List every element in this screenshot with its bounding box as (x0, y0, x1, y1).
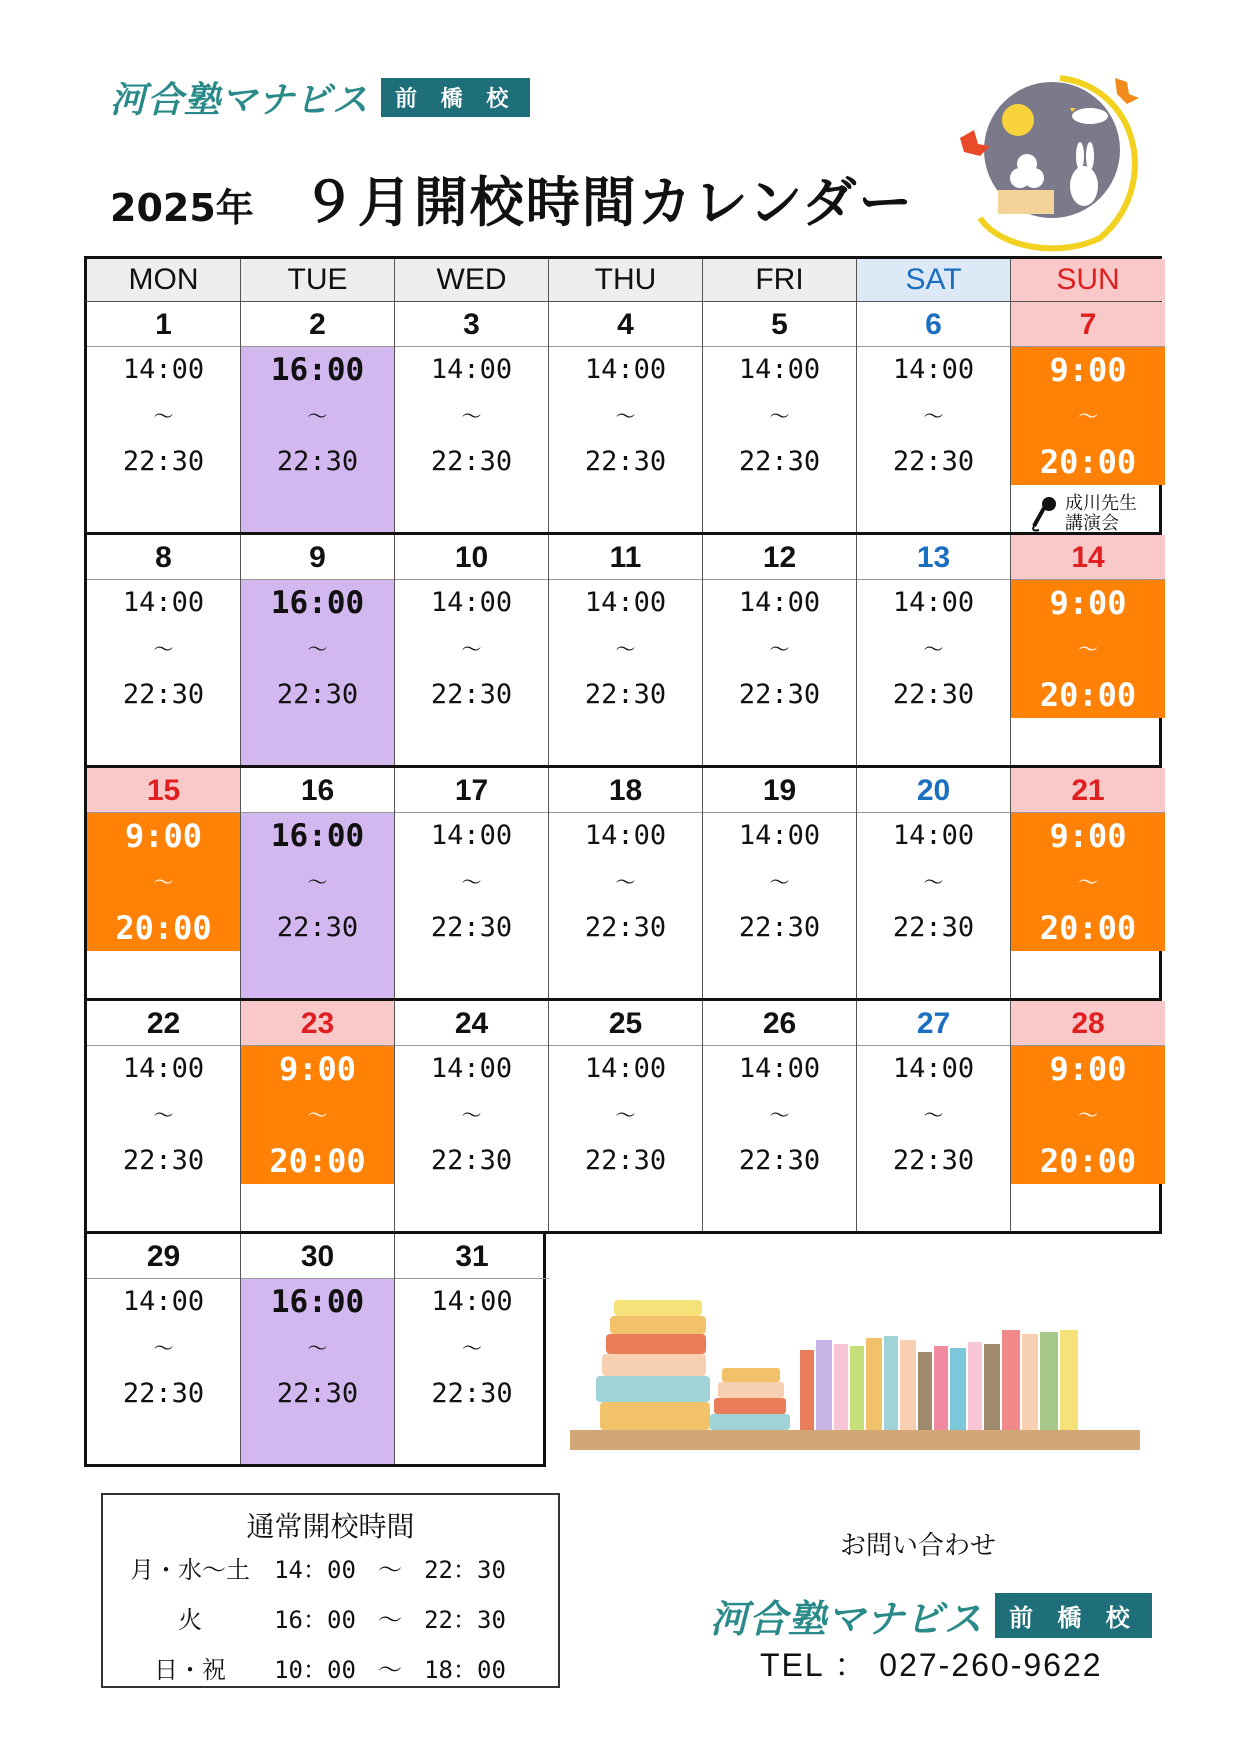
close-time: 22:30 (430, 912, 513, 943)
day-cell (549, 535, 703, 765)
day-number: 24 (395, 1001, 548, 1046)
range-separator: 〜 (923, 870, 944, 894)
open-time: 9:00 (124, 817, 203, 855)
day-cell (87, 1234, 241, 1464)
open-time: 14:00 (738, 587, 821, 618)
event-note-text: 成川先生 講演会 (1065, 493, 1137, 534)
open-time: 16:00 (270, 585, 365, 621)
day-number: 27 (857, 1001, 1010, 1046)
range-separator: 〜 (615, 1103, 636, 1127)
hours-close: 18：00 (424, 1656, 506, 1684)
calendar-week (84, 535, 1162, 768)
open-hours (241, 1046, 394, 1184)
close-time: 22:30 (584, 912, 667, 943)
hours-open: 14：00 (274, 1556, 356, 1584)
range-separator: 〜 (923, 404, 944, 428)
hours-days: 月・水〜土 (130, 1556, 250, 1584)
open-hours (241, 347, 394, 485)
close-time: 22:30 (430, 1145, 513, 1176)
day-number: 19 (703, 768, 856, 813)
close-time: 22:30 (276, 1378, 359, 1409)
open-hours (549, 813, 702, 951)
open-hours (549, 347, 702, 485)
open-time: 14:00 (122, 587, 205, 618)
day-cell (703, 302, 857, 532)
day-number: 29 (87, 1234, 240, 1279)
day-number: 6 (857, 302, 1010, 347)
open-time: 14:00 (584, 354, 667, 385)
open-time: 14:00 (892, 354, 975, 385)
calendar-week (84, 302, 1162, 535)
close-time: 22:30 (892, 1145, 975, 1176)
close-time: 22:30 (892, 446, 975, 477)
close-time: 20:00 (1039, 443, 1137, 481)
open-hours (241, 813, 394, 951)
open-hours (1011, 347, 1165, 485)
day-number: 1 (87, 302, 240, 347)
range-separator: 〜 (1078, 637, 1098, 661)
day-number: 11 (549, 535, 702, 580)
day-number: 10 (395, 535, 548, 580)
range-separator: 〜 (153, 637, 174, 661)
contact-tel: TEL ： 027-260-9622 (760, 1647, 1103, 1683)
day-cell (241, 1234, 395, 1464)
range-separator: 〜 (769, 637, 790, 661)
hours-close: 22：30 (424, 1556, 506, 1584)
day-number: 8 (87, 535, 240, 580)
day-cell (1011, 302, 1165, 532)
day-cell (395, 1234, 549, 1464)
day-cell (549, 302, 703, 532)
open-time: 14:00 (584, 587, 667, 618)
close-time: 22:30 (738, 679, 821, 710)
range-separator: 〜 (307, 637, 328, 661)
weekday-thu: THU (549, 259, 703, 301)
open-time: 14:00 (738, 354, 821, 385)
open-hours (395, 1046, 548, 1184)
day-number: 9 (241, 535, 394, 580)
range-separator: 〜 (461, 1103, 482, 1127)
day-number: 30 (241, 1234, 394, 1279)
open-hours (549, 580, 702, 718)
day-cell (549, 768, 703, 998)
range-separator: 〜 (769, 870, 790, 894)
day-number: 15 (87, 768, 240, 813)
close-time: 22:30 (122, 1145, 205, 1176)
open-time: 9:00 (1049, 584, 1127, 622)
close-time: 20:00 (1039, 909, 1137, 947)
open-hours (87, 1279, 240, 1417)
day-cell (87, 535, 241, 765)
open-time: 16:00 (270, 818, 365, 854)
open-time: 14:00 (122, 354, 205, 385)
open-time: 14:00 (431, 1286, 513, 1317)
open-hours (87, 813, 240, 951)
brand-branch: 前 橋 校 (995, 1593, 1152, 1638)
day-number: 3 (395, 302, 548, 347)
range-separator: 〜 (153, 1336, 174, 1360)
open-time: 14:00 (430, 354, 513, 385)
day-number: 25 (549, 1001, 702, 1046)
day-number: 4 (549, 302, 702, 347)
hours-row (115, 1645, 558, 1695)
calendar-week (84, 1001, 1162, 1234)
day-number: 16 (241, 768, 394, 813)
open-time: 14:00 (892, 820, 975, 851)
day-number: 12 (703, 535, 856, 580)
brand-branch: 前 橋 校 (381, 78, 530, 117)
close-time: 22:30 (430, 679, 513, 710)
close-time: 22:30 (738, 1145, 821, 1176)
brand-logo-bottom (710, 1588, 1152, 1643)
day-number: 31 (395, 1234, 549, 1279)
range-separator: 〜 (769, 404, 790, 428)
open-time: 14:00 (738, 820, 821, 851)
open-hours (87, 580, 240, 718)
close-time: 22:30 (584, 679, 667, 710)
day-cell (395, 1001, 549, 1231)
weekday-header (84, 256, 1162, 302)
hours-row (115, 1595, 558, 1645)
close-time: 22:30 (276, 912, 359, 943)
close-time: 22:30 (738, 912, 821, 943)
range-separator: 〜 (461, 870, 482, 894)
weekday-sat: SAT (857, 259, 1011, 301)
microphone-icon (1031, 496, 1057, 532)
day-number: 28 (1011, 1001, 1165, 1046)
open-time: 9:00 (278, 1050, 357, 1088)
open-time: 14:00 (430, 1053, 513, 1084)
day-cell (857, 768, 1011, 998)
close-time: 20:00 (1039, 676, 1137, 714)
open-time: 14:00 (430, 587, 513, 618)
close-time: 22:30 (892, 912, 975, 943)
range-separator: 〜 (307, 1336, 328, 1360)
day-cell (1011, 1001, 1165, 1231)
open-time: 16:00 (270, 1284, 365, 1320)
day-cell (1011, 768, 1165, 998)
hours-days: 日・祝 (154, 1656, 226, 1684)
open-hours (1011, 1046, 1165, 1184)
day-number: 17 (395, 768, 548, 813)
brand-name: 河合塾マナビス (110, 80, 370, 121)
title-year: 2025年 (110, 186, 254, 230)
range-separator: 〜 (461, 637, 482, 661)
day-cell (1011, 535, 1165, 765)
day-cell (87, 1001, 241, 1231)
brand-logo-top (110, 72, 530, 123)
open-time: 14:00 (892, 1053, 975, 1084)
open-time: 9:00 (1049, 817, 1127, 855)
page-title (110, 160, 914, 237)
open-time: 14:00 (122, 1286, 205, 1317)
open-time: 9:00 (1049, 1050, 1127, 1088)
open-hours (395, 1279, 549, 1417)
range-separator: 〜 (615, 870, 636, 894)
range-separator: 〜 (923, 1103, 944, 1127)
regular-hours-title: 通常開校時間 (246, 1510, 415, 1543)
hours-sep: 〜 (378, 1656, 402, 1684)
calendar (84, 256, 1162, 1467)
day-cell (857, 1001, 1011, 1231)
open-time: 14:00 (738, 1053, 821, 1084)
hours-open: 16：00 (274, 1606, 356, 1634)
open-hours (395, 347, 548, 485)
open-time: 14:00 (584, 820, 667, 851)
range-separator: 〜 (153, 404, 174, 428)
day-number: 13 (857, 535, 1010, 580)
open-time: 9:00 (1049, 351, 1127, 389)
weekday-sun: SUN (1011, 259, 1165, 301)
range-separator: 〜 (1078, 870, 1098, 894)
open-hours (1011, 580, 1165, 718)
open-hours (857, 347, 1010, 485)
hours-days: 火 (178, 1606, 202, 1634)
range-separator: 〜 (462, 1336, 482, 1360)
open-hours (703, 580, 856, 718)
day-cell (857, 535, 1011, 765)
day-cell (549, 1001, 703, 1231)
close-time: 22:30 (738, 446, 821, 477)
open-hours (857, 813, 1010, 951)
open-hours (703, 347, 856, 485)
open-hours (87, 347, 240, 485)
day-number: 26 (703, 1001, 856, 1046)
weekday-fri: FRI (703, 259, 857, 301)
hours-open: 10：00 (274, 1656, 356, 1684)
weekday-mon: MON (87, 259, 241, 301)
range-separator: 〜 (307, 1103, 328, 1127)
moon-viewing-illustration (940, 68, 1160, 256)
day-number: 20 (857, 768, 1010, 813)
day-cell (241, 302, 395, 532)
day-cell (857, 302, 1011, 532)
close-time: 22:30 (584, 446, 667, 477)
calendar-week (84, 1234, 546, 1467)
open-hours (857, 580, 1010, 718)
open-hours (395, 813, 548, 951)
range-separator: 〜 (923, 637, 944, 661)
close-time: 22:30 (122, 446, 205, 477)
weekday-wed: WED (395, 259, 549, 301)
day-cell (703, 768, 857, 998)
range-separator: 〜 (1078, 404, 1098, 428)
contact-label: お問い合わせ (840, 1531, 997, 1561)
open-hours (241, 1279, 394, 1417)
title-main: ９月開校時間カレンダー (301, 171, 915, 234)
open-hours (1011, 813, 1165, 951)
range-separator: 〜 (615, 637, 636, 661)
day-number: 5 (703, 302, 856, 347)
day-cell (395, 535, 549, 765)
open-hours (87, 1046, 240, 1184)
day-number: 21 (1011, 768, 1165, 813)
open-time: 14:00 (430, 820, 513, 851)
regular-hours-box (101, 1493, 560, 1688)
books-illustration (570, 1290, 1140, 1450)
open-hours (857, 1046, 1010, 1184)
day-cell (87, 302, 241, 532)
day-number: 14 (1011, 535, 1165, 580)
open-hours (395, 580, 548, 718)
hours-sep: 〜 (378, 1606, 402, 1634)
close-time: 22:30 (892, 679, 975, 710)
close-time: 22:30 (430, 446, 513, 477)
range-separator: 〜 (769, 1103, 790, 1127)
open-time: 14:00 (122, 1053, 205, 1084)
range-separator: 〜 (153, 870, 174, 894)
weekday-tue: TUE (241, 259, 395, 301)
day-number: 23 (241, 1001, 394, 1046)
calendar-week (84, 768, 1162, 1001)
range-separator: 〜 (153, 1103, 174, 1127)
hours-close: 22：30 (424, 1606, 506, 1634)
day-cell (395, 768, 549, 998)
hours-sep: 〜 (378, 1556, 402, 1584)
open-time: 16:00 (270, 352, 365, 388)
day-cell (87, 768, 241, 998)
hours-row (115, 1545, 558, 1595)
range-separator: 〜 (307, 870, 328, 894)
close-time: 22:30 (122, 1378, 205, 1409)
day-cell (703, 535, 857, 765)
close-time: 22:30 (276, 679, 359, 710)
open-time: 14:00 (892, 587, 975, 618)
day-cell (241, 768, 395, 998)
day-number: 22 (87, 1001, 240, 1046)
open-hours (241, 580, 394, 718)
close-time: 22:30 (431, 1378, 513, 1409)
open-time: 14:00 (584, 1053, 667, 1084)
day-number: 2 (241, 302, 394, 347)
open-hours (703, 813, 856, 951)
day-cell (241, 535, 395, 765)
day-cell (395, 302, 549, 532)
close-time: 20:00 (115, 909, 212, 947)
close-time: 22:30 (584, 1145, 667, 1176)
range-separator: 〜 (1078, 1103, 1098, 1127)
close-time: 22:30 (122, 679, 205, 710)
range-separator: 〜 (615, 404, 636, 428)
close-time: 20:00 (1039, 1142, 1137, 1180)
day-number: 7 (1011, 302, 1165, 347)
range-separator: 〜 (307, 404, 328, 428)
open-hours (703, 1046, 856, 1184)
range-separator: 〜 (461, 404, 482, 428)
close-time: 22:30 (276, 446, 359, 477)
day-cell (703, 1001, 857, 1231)
close-time: 20:00 (269, 1142, 366, 1180)
brand-name: 河合塾マナビス (710, 1597, 984, 1641)
day-cell (241, 1001, 395, 1231)
open-hours (549, 1046, 702, 1184)
day-number: 18 (549, 768, 702, 813)
